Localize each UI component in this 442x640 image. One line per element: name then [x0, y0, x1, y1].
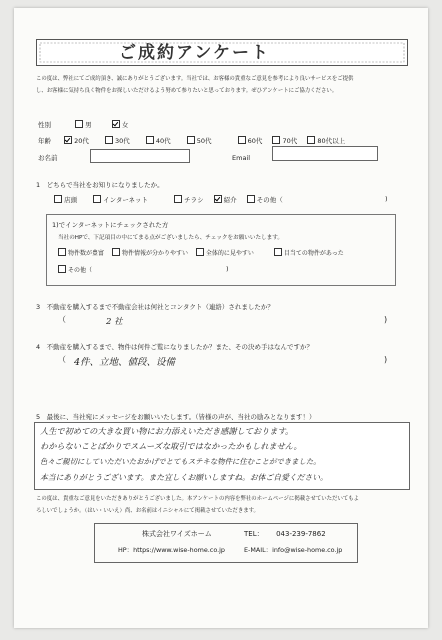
- age-50-label: 50代: [196, 137, 212, 145]
- contact-box: [94, 523, 358, 563]
- age-row: [38, 136, 345, 145]
- intro-line-2: し、お客様に気持ち良く物件をお探しいただけるよう努めて参りたいと思っております。ぜひアンケートにご協力ください。: [36, 88, 338, 94]
- sub-clear-label: 物件情報が分かりやすい: [121, 250, 188, 257]
- q1-store-checkbox[interactable]: [54, 195, 62, 203]
- q1-other-checkbox[interactable]: [247, 195, 255, 203]
- hp-link[interactable]: https://www.wise-home.co.jp: [133, 546, 225, 554]
- tel-line: [244, 530, 326, 538]
- q3-close: ): [384, 315, 388, 324]
- q3-open: （: [58, 315, 66, 324]
- mail-link[interactable]: info@wise-home.co.jp: [272, 546, 343, 554]
- q1-sub-row1: [58, 248, 344, 258]
- sub-other-label: その他（: [68, 267, 93, 274]
- hp-line: [118, 546, 225, 554]
- age-40-checkbox[interactable]: [146, 136, 154, 144]
- male-checkbox[interactable]: [75, 120, 83, 128]
- q1-title: 1 どちらで当社をお知りになりましたか。: [36, 181, 164, 189]
- male-label: 男: [85, 121, 92, 129]
- tel-label: TEL：: [244, 530, 264, 538]
- age-label: 年齢: [38, 137, 51, 145]
- female-label: 女: [121, 121, 129, 129]
- message-line-2: わからないことばかりでスムーズな取引ではなかったかもしれません。: [40, 441, 302, 451]
- outro-line-1: この度は、貴重なご意見をいただきありがとうございました。本アンケートの内容を弊社のホームページに掲載させていただいてもよ: [36, 496, 360, 502]
- email-label: Email: [232, 154, 251, 162]
- message-line-4: 本当にありがとうございます。また宜しくお願いしますね。お体ご自愛ください。: [40, 473, 328, 482]
- outro-line-2: ろしいでしょうか。（はい・いいえ）尚、お名前はイニシャルにて掲載させていただきます。: [36, 508, 259, 514]
- age-70-label: 70代: [282, 137, 298, 145]
- q3-title: 3 不動産を購入するまで不動産会社は何社とコンタクト（連絡）されましたか？: [36, 303, 274, 311]
- q1-internet-label: インターネット: [103, 196, 148, 204]
- q1-sub-row2: [58, 265, 92, 275]
- age-60-checkbox[interactable]: [238, 136, 246, 144]
- q1-internet-checkbox[interactable]: [93, 195, 101, 203]
- q4-answer: 4件、立地、値段、设備: [74, 357, 176, 368]
- q1-referral-label: 紹介: [223, 196, 237, 204]
- sub-many-label: 物件数が豊富: [68, 250, 105, 257]
- sub-many-checkbox[interactable]: [58, 248, 66, 256]
- q5-title: 5 最後に、当社宛にメッセージをお願いいたします。（皆様の声が、当社の励みとなります！）: [36, 413, 316, 421]
- email-field[interactable]: [272, 146, 378, 161]
- age-80-checkbox[interactable]: [307, 136, 315, 144]
- q1-sub-title: 1)でインターネットにチェックされた方: [52, 221, 169, 229]
- q1-flyer-label: チラシ: [184, 196, 204, 204]
- age-70-checkbox[interactable]: [272, 136, 280, 144]
- page-title: ご成約アンケート: [119, 43, 270, 63]
- sub-view-label: 全体的に見やすい: [205, 250, 254, 257]
- q3-answer: 2 社: [106, 317, 123, 327]
- sub-target-checkbox[interactable]: [274, 248, 282, 256]
- message-line-3: 色々ご親切にしていただいたおかげでとてもステキな物件に住むことができました。: [40, 457, 321, 466]
- tel-number: 043-239-7862: [276, 530, 326, 538]
- female-checkbox[interactable]: [112, 120, 120, 128]
- name-label: お名前: [38, 154, 58, 162]
- q1-sub-desc: 当社のHPで、下記項目の中にてまる点がございましたら、チェックをお願いいたします。: [58, 235, 284, 241]
- message-line-1: 人生で初めての大きな買い物にお力添えいただき感謝しております。: [40, 426, 294, 436]
- q4-title: 4 不動産を購入するまで、物件は何件ご覧になりましたか？また、その決め手はなんですか？: [36, 343, 314, 351]
- sub-target-label: 目当ての物件があった: [283, 250, 344, 257]
- sub-clear-checkbox[interactable]: [112, 248, 120, 256]
- age-20-checkbox[interactable]: [64, 136, 72, 144]
- q4-open: （: [58, 355, 66, 364]
- q1-referral-checkbox[interactable]: [214, 195, 222, 203]
- q1-other-label: その他（: [256, 196, 283, 204]
- survey-sheet: [14, 8, 428, 628]
- age-30-label: 30代: [115, 137, 130, 145]
- q1-sub-close: ): [226, 265, 229, 273]
- q4-close: ): [384, 355, 388, 364]
- gender-row: [38, 120, 128, 129]
- mail-line: [244, 546, 342, 554]
- age-20-label: 20代: [74, 137, 89, 145]
- age-80-label: 80代以上: [317, 137, 346, 145]
- intro-line-1: この度は、弊社にてご成約頂き、誠にありがとうございます。当社では、お客様の貴重なご意見を参考により良いサービスをご提供: [36, 76, 354, 82]
- age-50-checkbox[interactable]: [187, 136, 195, 144]
- sub-other-checkbox[interactable]: [58, 265, 66, 273]
- gender-label: 性別: [38, 121, 51, 129]
- age-60-label: 60代: [247, 137, 263, 145]
- mail-label: E-MAIL：: [244, 546, 273, 554]
- hp-label: HP：: [118, 546, 134, 554]
- q1-store-label: 店頭: [64, 196, 77, 204]
- company-name: 株式会社ワイズホーム: [142, 530, 212, 538]
- sub-view-checkbox[interactable]: [196, 248, 204, 256]
- age-30-checkbox[interactable]: [105, 136, 113, 144]
- q1-flyer-checkbox[interactable]: [174, 195, 182, 203]
- name-field[interactable]: [90, 149, 190, 163]
- q1-options: [54, 195, 283, 204]
- age-40-label: 40代: [155, 137, 171, 145]
- q1-other-close: ): [385, 195, 388, 203]
